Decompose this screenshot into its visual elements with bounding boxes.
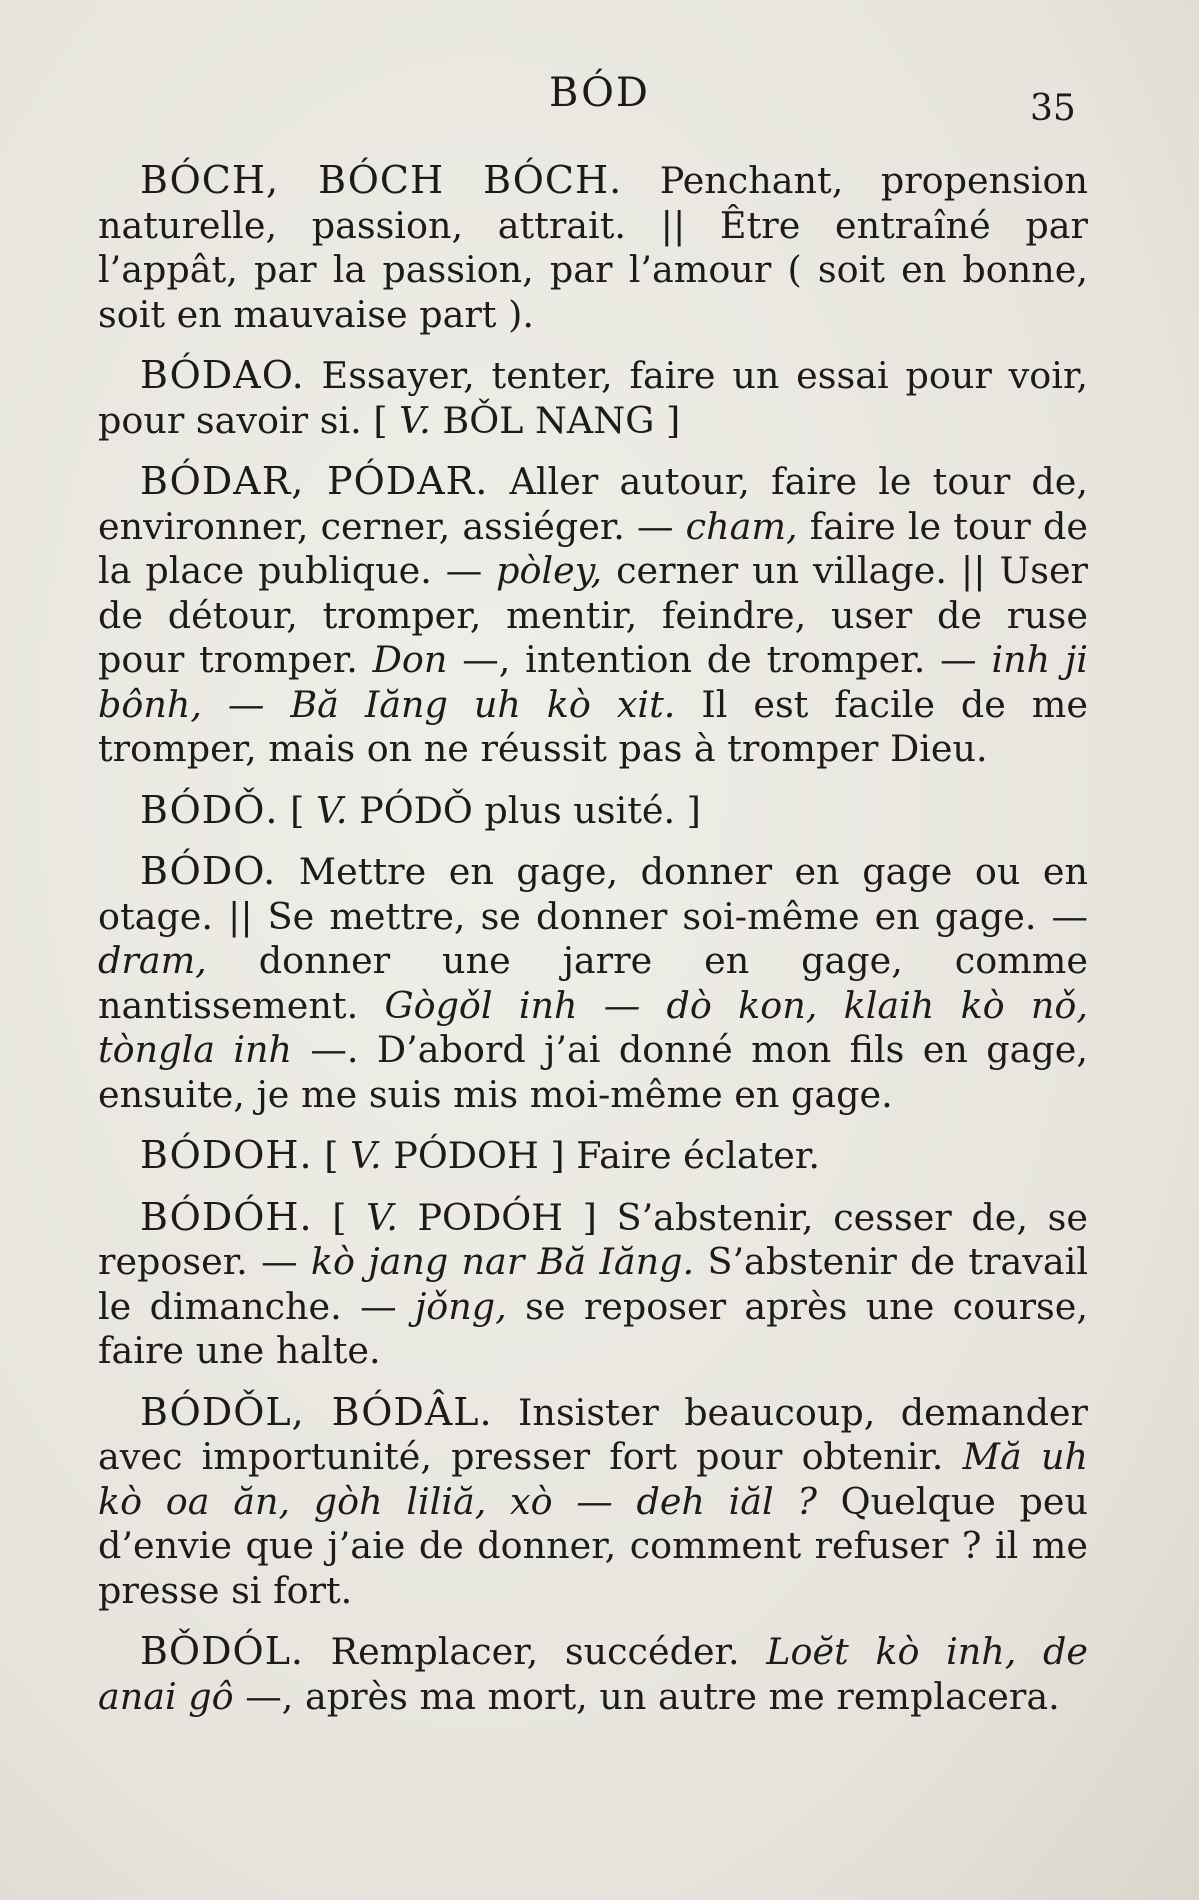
entry-example: Mă uh kò oa ăn, gòh liliă, xò — deh iăl ? [98,1435,1088,1523]
entry-definition: Mettre en gage, donner en gage ou en otage. || Se mettre, se donner soi-même en gage. — [98,850,1088,938]
entry-headword: BÓDAO. [140,353,305,397]
entry-example: Gògǒl inh — dò kon, klaih kò nǒ, tòngla inh [98,983,1088,1071]
entry-headword: BÓDO. [140,849,277,893]
entry-definition: S’abstenir de travail le dimanche. — [98,1240,1089,1328]
dictionary-entry [98,788,1088,834]
entry-definition: [ [278,788,316,832]
entry-definition: Penchant, propension naturelle, passion, attrait. || Être entraîné par l’appât, par la passion, par l’amour ( soit en bonne, soit en mauvaise part ). [98,159,1088,336]
entry-example: V. [315,788,348,832]
entry-headword: BÓCH, BÓCH BÓCH. [140,158,623,202]
entry-definition: PODÓH ] S’abstenir, cesser de, se reposer. — [98,1195,1088,1283]
entry-example: pòley, [496,549,603,592]
dictionary-entry [98,158,1088,337]
page-number: 35 [1030,88,1076,129]
entry-definition: Insister beaucoup, demander avec importunité, presser fort pour obtenir. [98,1390,1088,1478]
entry-example: jǒng, [414,1284,507,1328]
dictionary-entry [98,1133,1088,1179]
entry-definition: —, après ma mort, un autre me remplacera. [233,1674,1060,1718]
entry-headword: BǑDÓL. [140,1629,305,1673]
entry-example: V. [366,1195,398,1239]
entry-headword: BÓDǑ. [140,787,279,832]
entry-definition: Aller autour, faire le tour de, environner, cerner, assiéger. — [98,460,1088,548]
entry-definition: Essayer, tenter, faire un essai pour voir, pour savoir si. [ [98,354,1088,442]
entry-headword: BÓDAR, PÓDAR. [140,459,489,503]
entry-example: Don [372,638,448,681]
entry-example: inh ji bônh, — Bă Iăng uh kò xit. [98,638,1088,726]
entry-headword: BÓDÓH. [140,1194,313,1239]
dictionary-entry [98,1390,1088,1614]
entry-example: cham, [685,504,798,548]
entry-example: Loĕt kò inh, de anai gô [98,1630,1088,1718]
entry-definition: Quelque peu d’envie que j’aie de donner, comment refuser ? il me presse si fort. [98,1479,1089,1612]
entry-definition: [ [312,1134,351,1177]
entry-definition: —. D’abord j’ai donné mon fils en gage, ensuite, je me suis mis moi-même en gage. [98,1028,1088,1116]
dictionary-entry [98,849,1088,1117]
dictionary-entry [98,353,1088,443]
dictionary-entry [98,1629,1088,1719]
entry-headword: BÓDOH. [140,1133,313,1177]
entry-definition: —, intention de tromper. — [447,638,992,681]
entry-definition: donner une jarre en gage, comme nantissement. [98,939,1088,1027]
entry-definition: Remplacer, succéder. [304,1630,767,1673]
entry-definition: faire le tour de la place publique. — [98,504,1088,592]
entry-example: dram, [98,939,207,982]
entry-definition: PÓDǑ plus usité. ] [347,788,701,832]
entry-definition: Il est facile de me tromper, mais on ne réussit pas à tromper Dieu. [98,682,1088,770]
entry-definition: cerner un village. || User de détour, tromper, mentir, feindre, user de ruse pour tromper. [98,549,1088,681]
entry-definition: [ [312,1195,367,1239]
dictionary-entry [98,459,1088,772]
entries-column [98,158,1088,1735]
entry-example: V. [350,1134,382,1177]
entry-headword: BÓDǑL, BÓDÂL. [140,1389,493,1434]
entry-example: V. [399,398,431,442]
entry-definition: BǑL NANG ] [430,398,681,442]
running-head: BÓD [549,70,650,116]
entry-example: kò jang nar Bă Iăng. [310,1240,695,1283]
dictionary-entry [98,1195,1088,1374]
entry-definition: PÓDOH ] Faire éclater. [381,1134,820,1177]
entry-definition: se reposer après une course, faire une halte. [98,1284,1088,1372]
